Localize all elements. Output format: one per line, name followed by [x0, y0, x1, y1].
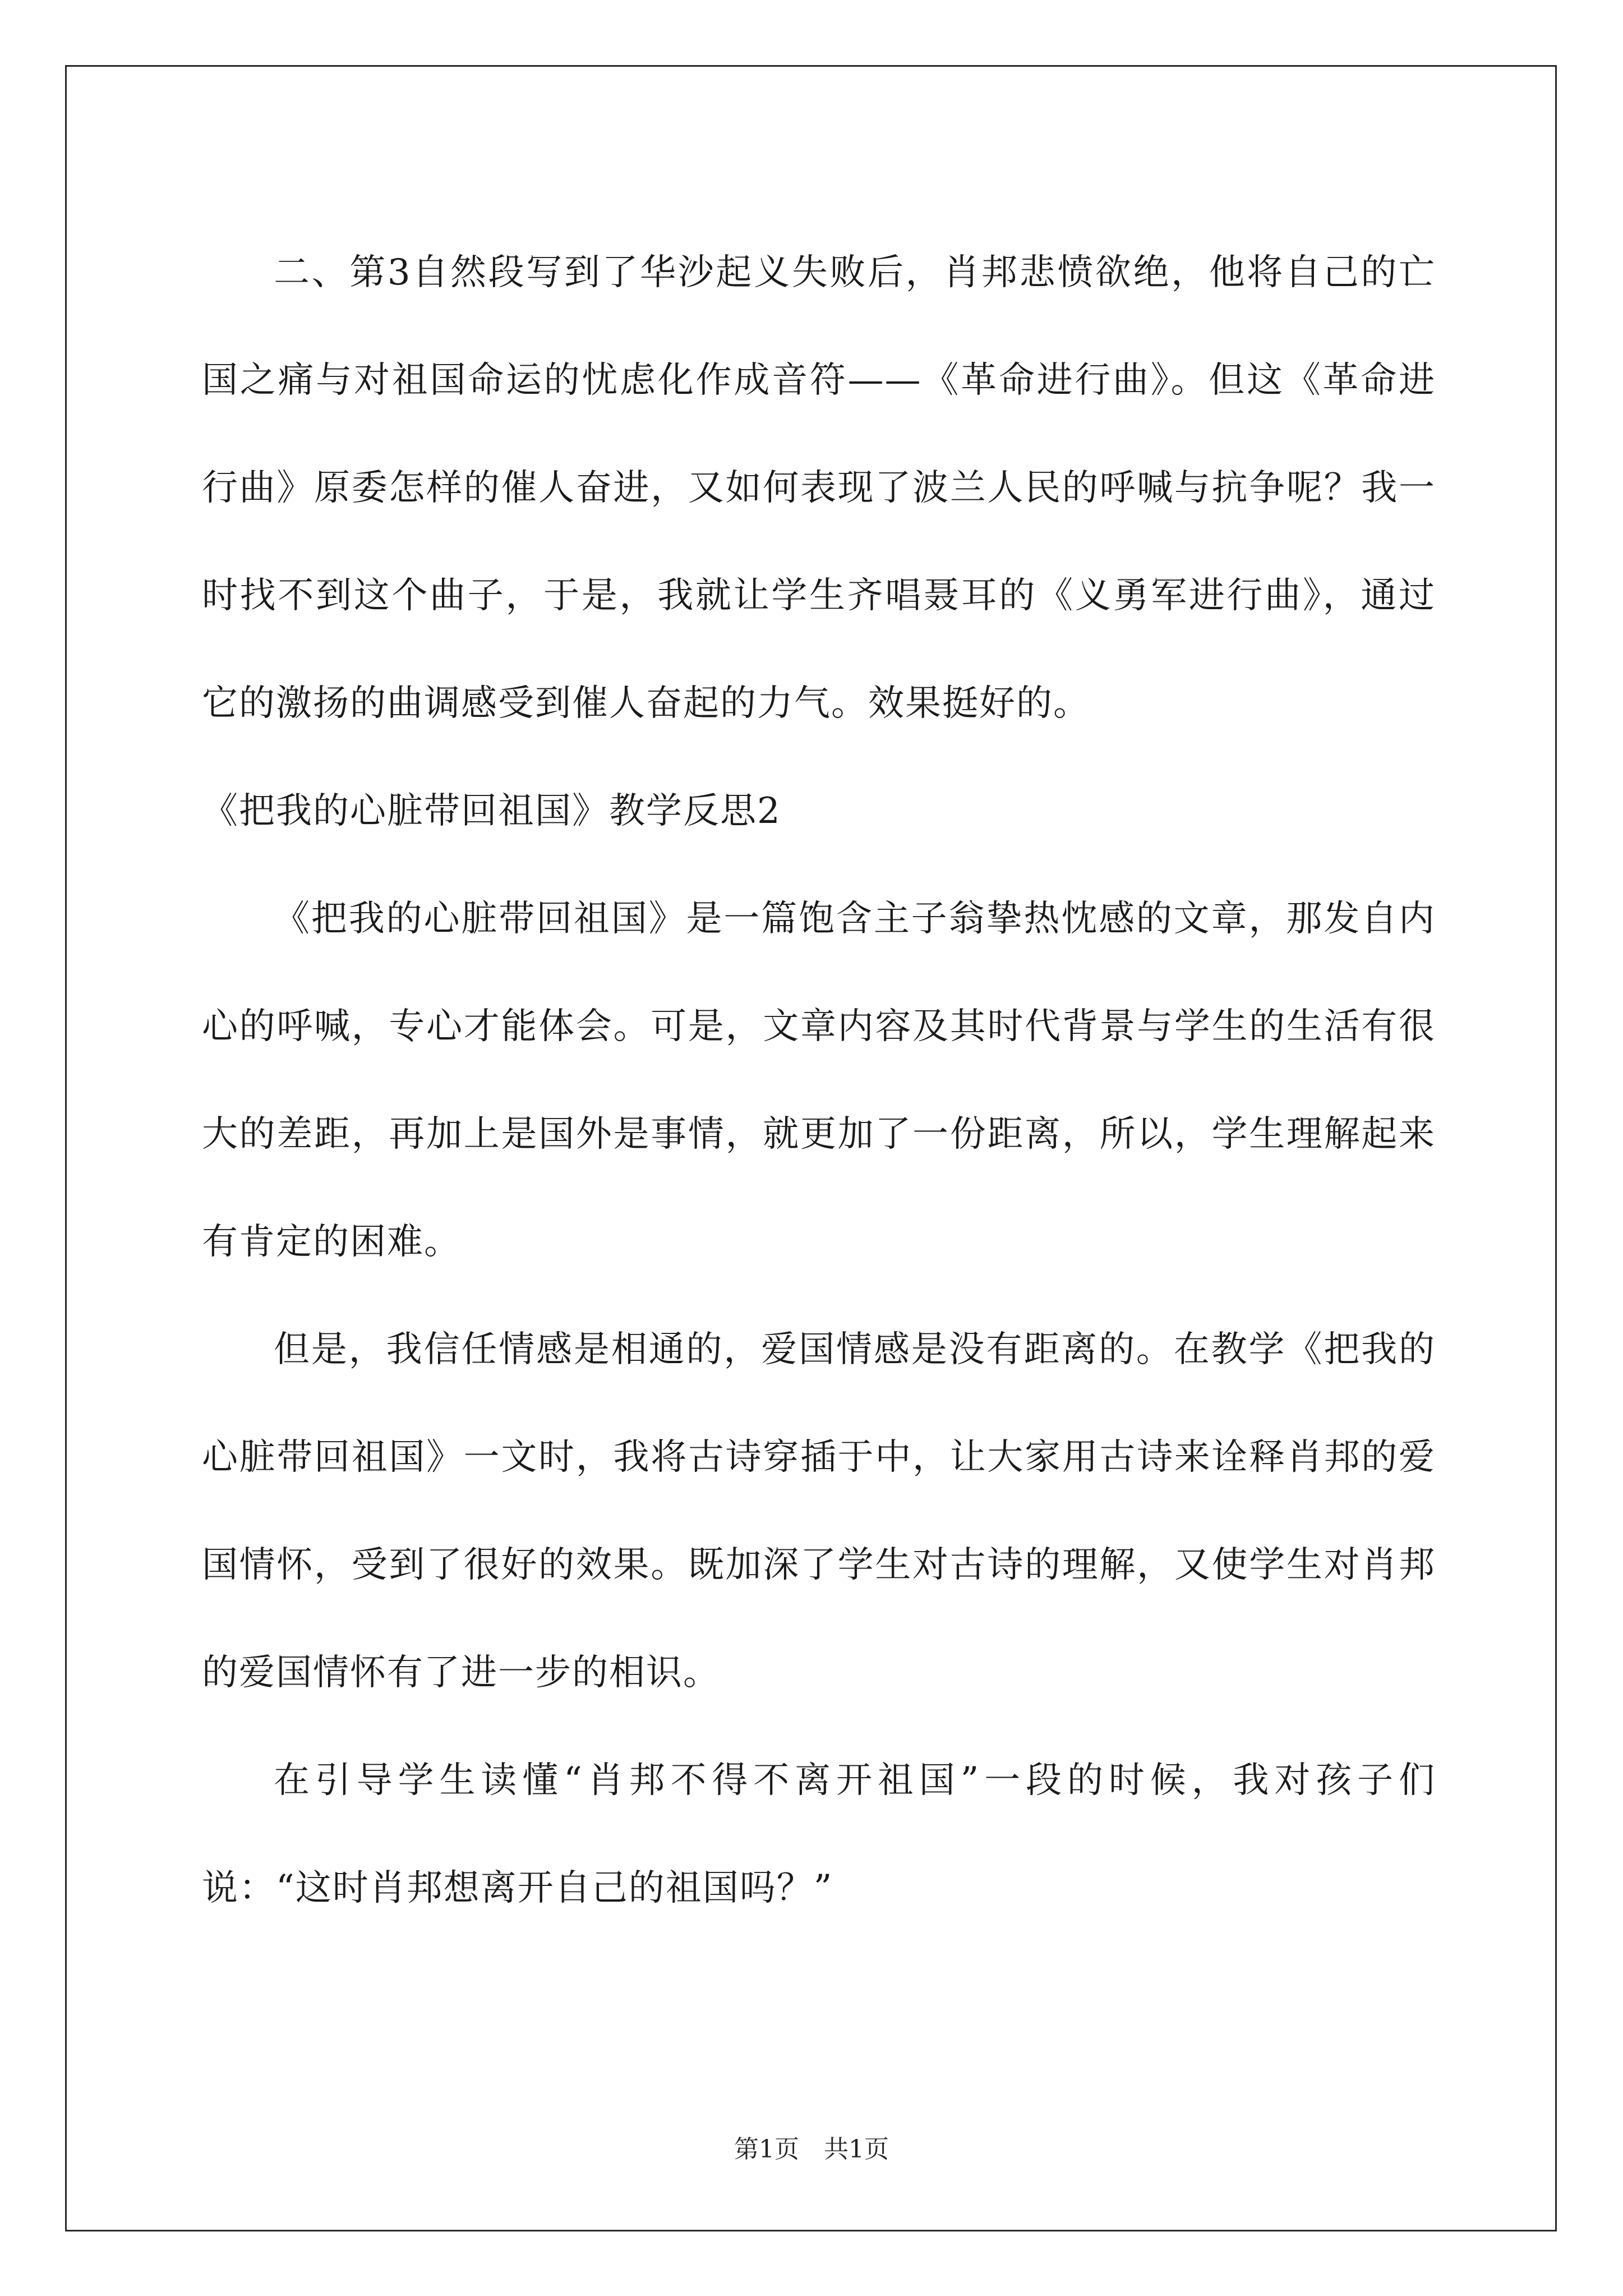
- page-total: 共1页: [824, 2135, 889, 2164]
- paragraph-guidance: 在引导学生读懂“肖邦不得不离开祖国”一段的时候，我对孩子们说：“这时肖邦想离开自己的祖国吗？”: [202, 1760, 1436, 1909]
- page-number: 第1页: [734, 2135, 799, 2164]
- page-footer: [0, 2129, 1623, 2165]
- document-body: [202, 219, 1436, 1942]
- paragraph-intro: 《把我的心脏带回祖国》是一篇饱含主子翁挚热忱感的文章，那发自内心的呼喊，专心才能体会。可是，文章内容及其时代背景与学生的生活有很大的差距，再加上是国外是事情，就更加了一份距离，所以，学生理解起来有肯定的困难。: [202, 898, 1436, 1263]
- paragraph-section-two: 二、第3自然段写到了华沙起义失败后，肖邦悲愤欲绝，他将自己的亡国之痛与对祖国命运的忧虑化作成音符——《革命进行曲》。但这《革命进行曲》原委怎样的催人奋进，又如何表现了波兰人民的呼喊与抗争呢？我一时找不到这个曲子，于是，我就让学生齐唱聂耳的《义勇军进行曲》，通过它的激扬的曲调感受到催人奋起的力气。效果挺好的。: [202, 252, 1436, 724]
- paragraph-emotion: 但是，我信任情感是相通的，爱国情感是没有距离的。在教学《把我的心脏带回祖国》一文时，我将古诗穿插于中，让大家用古诗来诠释肖邦的爱国情怀，受到了很好的效果。既加深了学生对古诗的理解，又使学生对肖邦的爱国情怀有了进一步的相识。: [202, 1329, 1436, 1694]
- section-heading: 《把我的心脏带回祖国》教学反思2: [202, 790, 781, 832]
